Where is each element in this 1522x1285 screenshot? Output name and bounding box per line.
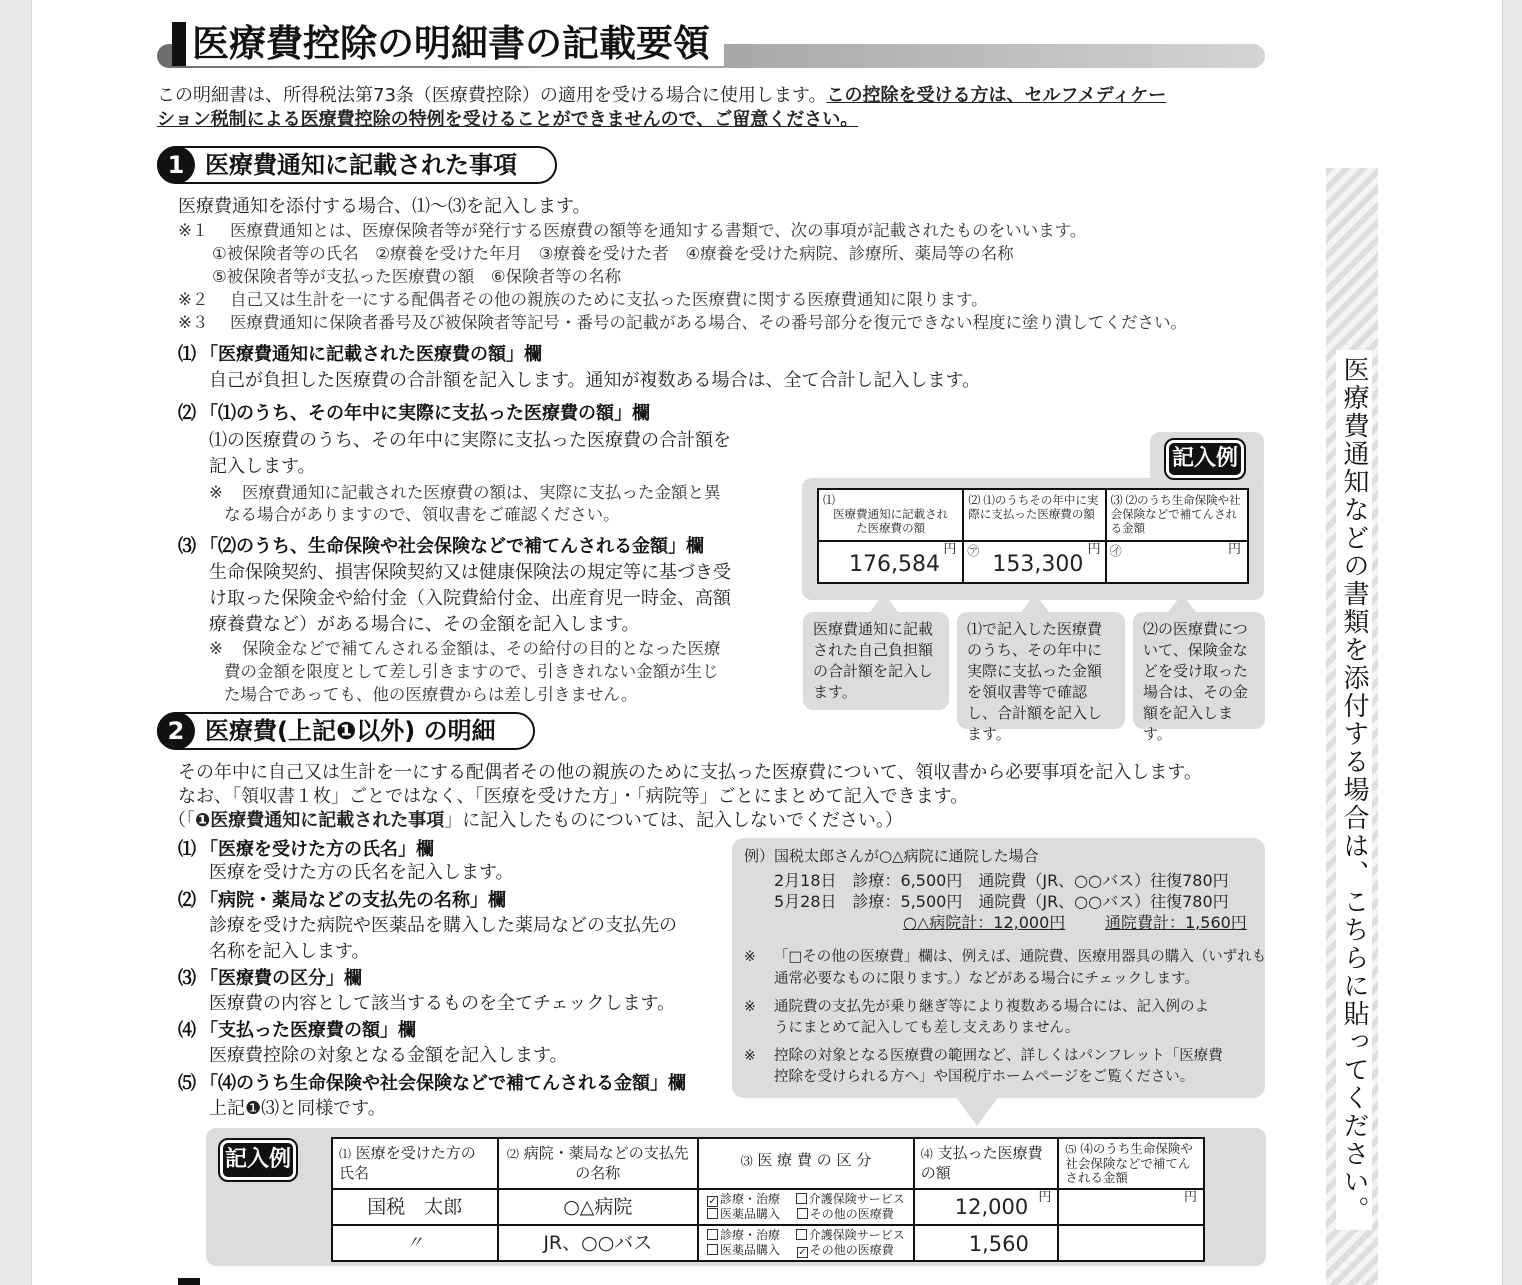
next-section-marker <box>178 1278 200 1285</box>
s2-item2-body1: 診療を受けた病院や医薬品を購入した薬局などの支払先の <box>209 915 677 936</box>
ex1-val2-cell <box>963 541 1105 583</box>
section2-lead2: なお、「領収書１枚」ごとではなく、「医療を受けた方」・「病院等」ごとにまとめて記入できます。 <box>178 786 969 807</box>
section1-note1-mark: ※１ <box>178 221 209 240</box>
ex3-head-amount: ⑷ 支払った医療費の額 <box>914 1138 1059 1189</box>
section2-title: 医療費(上記❶以外) の明細 <box>205 717 496 745</box>
example2-label: 例）国税太郎さんが○△病院に通院した場合 <box>744 847 1039 865</box>
intro-line-2: ション税制による医療費控除の特例を受けることができませんので、ご留意ください。 <box>157 109 859 130</box>
ex1-col3-head: ⑶ ⑵のうち生命保険や社会保険などで補てんされる金額 <box>1106 489 1248 541</box>
bubble3-pointer <box>1168 594 1196 612</box>
example2-row2: 5月28日 診療：5,500円 通院費（JR、○○バス）往復780円 <box>774 892 1229 911</box>
example1-badge: 記入例 <box>1166 440 1244 478</box>
ex1-val1: 176,584 <box>849 552 940 577</box>
ex1-val3-mark: ㋑ <box>1109 544 1122 558</box>
s1-item1-head: 「医療費通知に記載された医療費の額」欄 <box>200 344 542 365</box>
s1-item3-body2: け取った保険金や給付金（入院費給付金、出産育児一時金、高額 <box>209 588 731 609</box>
s1-item2-note1: 医療費通知に記載された医療費の額は、実際に支払った金額と異 <box>242 483 721 502</box>
section1-note1: 医療費通知とは、医療保険者等が発行する医療費の額等を通知する書類で、次の事項が記載されたものをいいます。 <box>230 221 1087 240</box>
s1-item2-head: 「⑴のうち、その年中に実際に支払った医療費の額」欄 <box>200 403 650 424</box>
bubble1-pointer <box>870 594 898 612</box>
s1-item2-note2: なる場合がありますので、領収書をご確認ください。 <box>224 505 620 524</box>
s2-item5-num: ⑸ <box>178 1073 196 1094</box>
example2-sum2: 通院費計：1,560円 <box>1105 913 1247 932</box>
ex3-row2-cat-c: 医薬品購入 <box>707 1243 780 1258</box>
example1-table <box>817 488 1249 584</box>
s2-item1-head: 「医療を受けた方の氏名」欄 <box>200 839 434 860</box>
section1-note1-items2: ⑤被保険者等が支払った医療費の額 ⑥保険者等の名称 <box>212 267 622 286</box>
s1-item3-head: 「⑵のうち、生命保険や社会保険などで補てんされる金額」欄 <box>200 536 704 557</box>
example2-note1a: 「□その他の医療費」欄は、例えば、通院費、医療用器具の購入（いずれも <box>774 949 1267 965</box>
right-page-margin <box>1502 0 1522 1285</box>
example1-bubble-2: ⑴で記入した医療費のうち、その年中に実際に支払った金額を領収書等で確認し、合計額を記入します。 <box>957 612 1125 729</box>
example3-table <box>331 1137 1205 1262</box>
example2-note1-mark: ※ <box>744 949 756 965</box>
s1-item3-body3: 療養費など）がある場合に、その金額を記入します。 <box>209 614 640 635</box>
ex3-head-insurance: ⑸ ⑷のうち生命保険や社会保険などで補てんされる金額 <box>1058 1138 1204 1189</box>
ex3-row1-insurance-unit: 円 <box>1183 1190 1197 1205</box>
section1-note1-items1: ①被保険者等の氏名 ②療養を受けた年月 ③療養を受けた者 ④療養を受けた病院、診療所、薬局等の名称 <box>212 244 1014 263</box>
section1-note3-mark: ※３ <box>178 313 209 332</box>
ex1-col1-head: ⑴ 医療費通知に記載された医療費の額 <box>818 489 963 541</box>
ex1-val3-cell <box>1106 541 1248 583</box>
section2-lead1: その年中に自己又は生計を一にする配偶者その他の親族のために支払った医療費について、領収書から必要事項を記入します。 <box>178 762 1202 783</box>
s2-item2-body2: 名称を記入します。 <box>209 941 370 962</box>
section1-number: 1 <box>157 146 195 184</box>
s2-item1-num: ⑴ <box>178 839 196 860</box>
check-icon: ✓ <box>798 1247 807 1258</box>
ex3-row1-insurance-cell <box>1058 1189 1204 1225</box>
ex3-head-category: ⑶ 医 療 費 の 区 分 <box>698 1138 914 1189</box>
ex3-row2-cat-d: ✓ その他の医療費 <box>798 1243 894 1258</box>
s2-item5-body: 上記❶⑶と同様です。 <box>209 1098 386 1119</box>
example1-bubble-1: 医療費通知に記載された自己負担額の合計額を記入します。 <box>803 612 949 710</box>
s1-item2-note-mark: ※ <box>209 483 223 502</box>
section1-note2-mark: ※２ <box>178 290 209 309</box>
s1-item1-num: ⑴ <box>178 344 196 365</box>
ex3-row2-cat-a: 診療・治療 <box>707 1228 780 1243</box>
section1-title: 医療費通知に記載された事項 <box>205 151 517 179</box>
s2-item3-body: 医療費の内容として該当するものを全てチェックします。 <box>209 993 676 1014</box>
example3-badge: 記入例 <box>220 1140 296 1180</box>
s2-item5-head: 「⑷のうち生命保険や社会保険などで補てんされる金額」欄 <box>200 1073 686 1094</box>
s2-item4-head: 「支払った医療費の額」欄 <box>200 1020 416 1041</box>
ex3-row1-cat-d: その他の医療費 <box>797 1207 905 1222</box>
ex3-row2-category <box>698 1225 914 1261</box>
section2-number: 2 <box>157 712 195 750</box>
example2-note1b: 通常必要なものに限ります。）などがある場合にチェックします。 <box>774 971 1199 987</box>
ex3-row1-amount-cell <box>914 1189 1059 1225</box>
ex3-row2-amount-cell <box>914 1225 1059 1261</box>
page-title: 医療費控除の明細書の記載要領 <box>172 22 724 66</box>
ex3-head-payee: ⑵ 病院・薬局などの支払先の名称 <box>498 1138 698 1189</box>
s1-item3-note1: 保険金などで補てんされる金額は、その給付の目的となった医療 <box>242 639 721 658</box>
ex3-row2-amount: 1,560 <box>968 1232 1029 1256</box>
section1-note3: 医療費通知に保険者番号及び被保険者等記号・番号の記載がある場合、その番号部分を復元できない程度に塗り潰してください。 <box>230 313 1187 332</box>
ex1-unit3: 円 <box>1227 542 1241 557</box>
s1-item2-body1: ⑴の医療費のうち、その年中に実際に支払った医療費の合計額を <box>209 430 731 451</box>
s1-item1-body: 自己が負担した医療費の合計額を記入します。通知が複数ある場合は、全て合計し記入します。 <box>209 370 981 391</box>
ex3-row2-insurance-cell <box>1058 1225 1204 1261</box>
ex1-val1-cell <box>818 541 963 583</box>
ex3-row1-unit: 円 <box>1038 1190 1052 1205</box>
ex1-val2-mark: ㋐ <box>967 544 980 558</box>
s2-item4-num: ⑷ <box>178 1020 196 1041</box>
ex3-row1-name: 国税 太郎 <box>332 1189 498 1225</box>
ex3-row1-cat-a: ✓ 診療・治療 <box>708 1192 781 1207</box>
ex3-row1-payee: ○△病院 <box>498 1189 698 1225</box>
example2-row1: 2月18日 診療：6,500円 通院費（JR、○○バス）往復780円 <box>774 871 1229 890</box>
example2-sum1: ○△病院計：12,000円 <box>903 913 1066 932</box>
left-page-margin <box>0 0 32 1285</box>
ex1-unit1: 円 <box>943 542 957 557</box>
check-icon: ✓ <box>708 1196 717 1207</box>
s2-item4-body: 医療費控除の対象となる金額を記入します。 <box>209 1045 568 1066</box>
example1-bubble-3: ⑵の医療費について、保険金などを受け取った場合は、その金額を記入します。 <box>1133 612 1265 729</box>
ex3-row1-cat-c: 医薬品購入 <box>707 1207 780 1222</box>
example2-note2-mark: ※ <box>744 999 756 1015</box>
example2-note2b: うにまとめて記入しても差し支えありません。 <box>774 1020 1080 1036</box>
s1-item2-num: ⑵ <box>178 403 196 424</box>
ex1-unit2: 円 <box>1087 542 1101 557</box>
s1-item3-body1: 生命保険契約、損害保険契約又は健康保険法の規定等に基づき受 <box>209 562 731 583</box>
section2-lead3: （「❶医療費通知に記載された事項」に記入したものについては、記入しないでください。） <box>168 810 903 831</box>
s1-item3-note3: た場合であっても、他の医療費からは差し引きません。 <box>224 685 638 704</box>
s1-item3-note-mark: ※ <box>209 639 223 658</box>
s1-item3-num: ⑶ <box>178 536 196 557</box>
ex3-row2-payee: JR、○○バス <box>498 1225 698 1261</box>
s2-item2-head: 「病院・薬局などの支払先の名称」欄 <box>200 890 506 911</box>
ex3-row2-cat-b: 介護保険サービス <box>796 1228 905 1243</box>
example2-note2a: 通院費の支払先が乗り継ぎ等により複数ある場合には、記入例のよ <box>774 999 1209 1015</box>
ex3-row1-amount: 12,000 <box>954 1195 1029 1219</box>
ex1-col2-head: ⑵ ⑴のうちその年中に実際に支払った医療費の額 <box>963 489 1105 541</box>
s2-item2-num: ⑵ <box>178 890 196 911</box>
ex3-row1-category <box>698 1189 914 1225</box>
section1-note2: 自己又は生計を一にする配偶者その他の親族のために支払った医療費に関する医療費通知に限ります。 <box>230 290 988 309</box>
s2-item3-head: 「医療費の区分」欄 <box>200 968 362 989</box>
ex3-row1-cat-b: 介護保険サービス <box>796 1192 905 1207</box>
section1-lead: 医療費通知を添付する場合、⑴〜⑶を記入します。 <box>178 196 591 217</box>
intro-line-1: この明細書は、所得税法第73条（医療費控除）の適用を受ける場合に使用します。この控除を受ける方は、セルフメディケー <box>157 85 1167 106</box>
s1-item3-note2: 費の金額を限度として差し引きますので、引ききれない金額が生じ <box>224 662 719 681</box>
s2-item1-body: 医療を受けた方の氏名を記入します。 <box>209 862 514 883</box>
ex3-row2-name: 〃 <box>332 1225 498 1261</box>
example2-note3-mark: ※ <box>744 1048 756 1064</box>
s1-item2-body2: 記入します。 <box>209 456 316 477</box>
attachment-instruction: 医療費通知などの書類を添付する場合は、こちらに貼ってください。 <box>1336 350 1372 1230</box>
s2-item3-num: ⑶ <box>178 968 196 989</box>
ex3-head-name: ⑴ 医療を受けた方の氏名 <box>332 1138 498 1189</box>
example2-note3a: 控除の対象となる医療費の範囲など、詳しくはパンフレット「医療費 <box>774 1048 1223 1064</box>
example2-note3b: 控除を受けられる方へ」や国税庁ホームページをご覧ください。 <box>774 1069 1195 1085</box>
bubble2-pointer <box>1021 594 1049 612</box>
example2-pointer <box>955 1096 999 1126</box>
ex1-val2: 153,300 <box>992 552 1084 577</box>
